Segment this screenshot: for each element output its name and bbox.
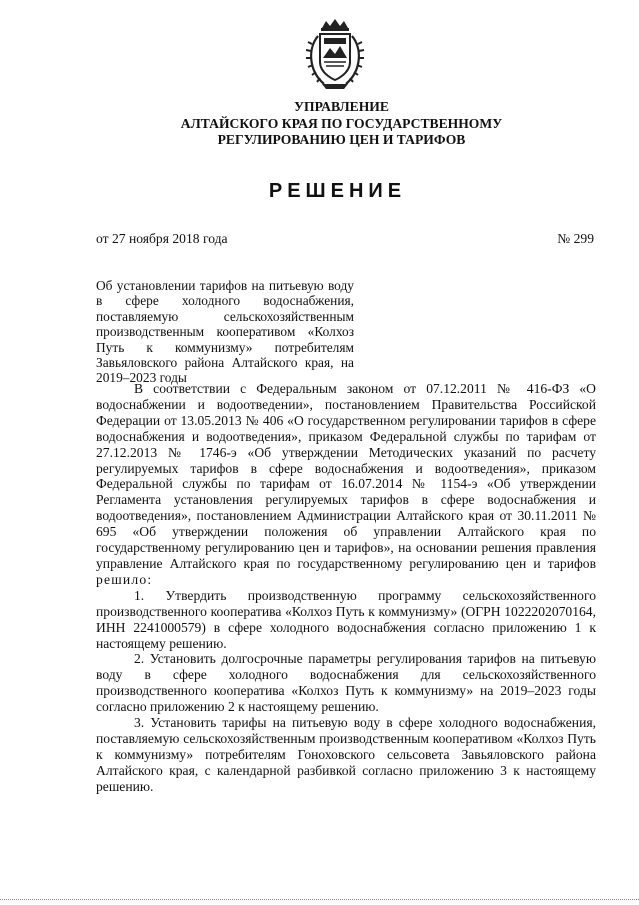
preamble-paragraph bbox=[96, 381, 596, 588]
document-title: РЕШЕНИЕ bbox=[268, 180, 407, 202]
org-line-2: АЛТАЙСКОГО КРАЯ ПО ГОСУДАРСТВЕННОМУ bbox=[180, 115, 503, 131]
organization-name bbox=[0, 99, 639, 149]
resolved-word: решило bbox=[96, 571, 148, 587]
document-date: от 27 ноября 2018 года bbox=[96, 231, 228, 246]
date-number-row bbox=[96, 231, 594, 247]
decision-item-1: 1. Утвердить производственную программу сельскохозяйственного производственного кооператива «Колхоз Путь к коммунизму» (ОГРН 1022202070164, ИНН 2241000579) в сфере холодного водоснабжения согласно приложению 1 к настоящему решению. bbox=[96, 587, 596, 651]
decision-item-2: 2. Установить долгосрочные параметры регулирования тарифов на питьевую воду в сфере холодного водоснабжения для сельскохозяйственного производственного кооператива «Колхоз Путь к коммунизму» на 2019–2023 годы согласно приложению 2 к настоящему решению. bbox=[96, 651, 596, 715]
org-line-1: УПРАВЛЕНИЕ bbox=[294, 99, 389, 114]
preamble-text: В соответствии с Федеральным законом от 07.12.2011 № 416-ФЗ «О водоснабжении и водоотведении», постановлением Правительства Российской Федерации от 13.05.2013 № 406 «О государственном регулировании тарифов в сфере водоснабжения и водоотведения», приказом Федеральной службы по тарифам от 27.12.2013 № 1746-э «Об утверждении Методических указаний по расчету регулируемых тарифов в сфере водоснабжения и водоотведения», приказом Федеральной службы по тарифам от 16.07.2014 № 1154-э «Об утверждении Регламента установления регулируемых тарифов в сфере водоснабжения и водоотведения», постановлением Администрации Алтайского края от 30.11.2011 № 695 «Об утверждении положения об управлении Алтайского края по государственному регулированию цен и тарифов», на основании решения правления управление Алтайского края по государственному регулированию цен и тарифов bbox=[96, 381, 596, 571]
decision-item-3: 3. Установить тарифы на питьевую воду в сфере холодного водоснабжения, поставляемую сельскохозяйственным производственным кооперативом «Колхоз Путь к коммунизму» потребителям Гоноховского сельсовета Завьяловского района Алтайского края, с календарной разбивкой согласно приложению 3 к настоящему решению. bbox=[96, 715, 596, 794]
document-number: № 299 bbox=[557, 231, 594, 246]
document-subject: Об установлении тарифов на питьевую воду в сфере холодного водоснабжения, поставляемую сельскохозяйственным производственным кооперативом «Колхоз Путь к коммунизму» потребителям Завьяловского района Алтайского края, на 2019–2023 годы bbox=[96, 278, 354, 386]
resolved-colon: : bbox=[147, 571, 152, 587]
org-line-3: РЕГУЛИРОВАНИЮ ЦЕН И ТАРИФОВ bbox=[217, 132, 466, 147]
altai-krai-coat-of-arms-icon bbox=[302, 18, 368, 92]
document-body bbox=[96, 381, 596, 795]
page-bottom-divider bbox=[0, 899, 639, 900]
